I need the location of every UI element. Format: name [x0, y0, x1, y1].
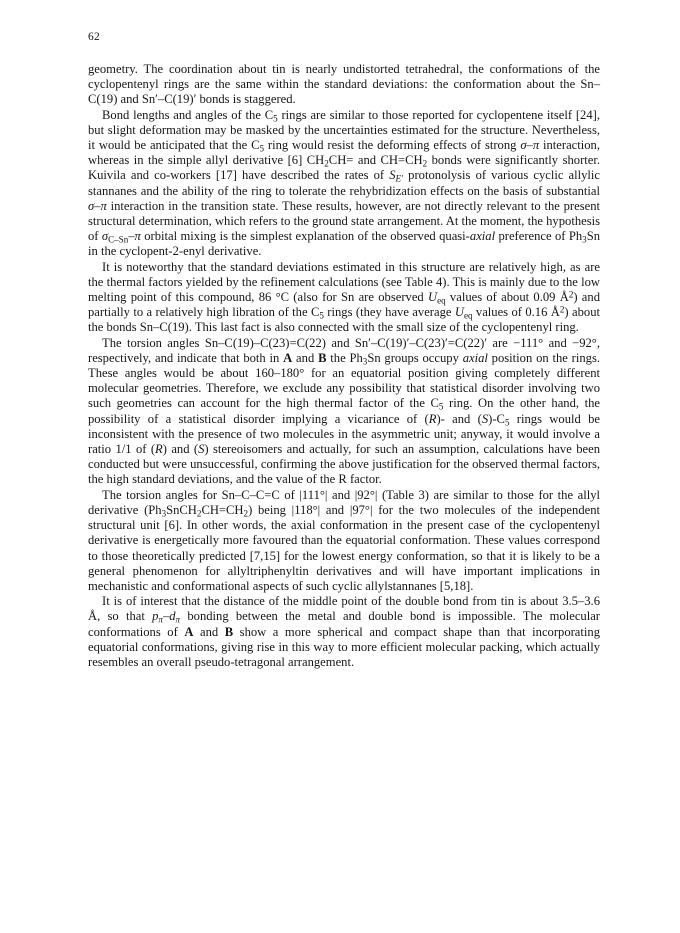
body-text	[88, 62, 600, 670]
page-number: 62	[88, 31, 100, 43]
paragraph-1: geometry. The coordination about tin is nearly undistorted tetrahedral, the conformations of the cyclopentenyl rings are the same within the standard deviations: the conformation about the Sn–C(19) and Sn′–C(19)′ bonds is staggered.	[88, 62, 600, 107]
paragraph-4: The torsion angles Sn–C(19)–C(23)=C(22) and Sn′–C(19)′–C(23)′=C(22)′ are −111° and −92°, respectively, and indicate that both in A and B the $Ph_3Sn$ groups occupy axial position on the rings. These angles would be about 160–180° for an equatorial position giving completely different molecular geometries. Therefore, we exclude any possibility that statistical disorder involving two such geometries can account for the high thermal factor of the $C_5$ ring. On the other hand, the possibility of a statistical disorder implying a vicariance of (R)- and $(S)-C_5$ rings would be inconsistent with the presence of two molecules in the asymmetric unit; anyway, it would involve a ratio 1/1 of (R) and (S) stereoisomers and actually, for such an assumption, calculations have been conducted but were unsuccessful, confirming the above justification for the observed thermal factors, the high standard deviations, and the value of the R factor.	[88, 335, 601, 487]
paragraph-2: Bond lengths and angles of the $C_5$ rings are similar to those reported for cyclopentene itself [24], but slight deformation may be masked by the uncertainties estimated for the structure. Nevertheless, it would be anticipated that the $C_5$ ring would resist the deforming effects of strong σ–π interaction, whereas in the simple allyl derivative [6] $CH_2CH=$ and $CH=CH_2$ bonds were significantly shorter. Kuivila and co-workers [17] have described the rates of $S_{E'}$ protonolysis of various cyclic allylic stannanes and the ability of the ring to tolerate the rehybridization effects on the basis of substantial σ–π interaction in the transition state. These results, however, are not directly relevant to the present structural determination, which refers to the ground state arrangement. At the moment, the hypothesis of $\sigma_{C-Sn}-\pi$ orbital mixing is the simplest explanation of the observed quasi-axial preference of $Ph_3Sn$ in the cyclopent-2-enyl derivative.	[88, 107, 601, 259]
paragraph-3: It is noteworthy that the standard deviations estimated in this structure are relatively high, as are the thermal factors yielded by the refinement calculations (see Table 4). This is mainly due to the low melting point of this compound, 86 °C (also for Sn are observed $U_{eq}$ values of about 0.09 $Å^2$) and partially to a relatively high libration of the $C_5$ rings (they have average $U_{eq}$ values of 0.16 $Å^2$) about the bonds Sn–C(19). This last fact is also connected with the small size of the cyclopentenyl ring.	[88, 259, 600, 335]
paragraph-6: It is of interest that the distance of the middle point of the double bond from tin is about 3.5–3.6 Å, so that $p_\pi-d_\pi$ bonding between the metal and double bond is impossible. The molecular conformations of A and B show a more spherical and compact shape than that incorporating equatorial conformations, giving rise in this way to more efficient molecular packing, which actually resembles an overall pseudo-tetragonal arrangement.	[88, 594, 600, 669]
paragraph-5: The torsion angles for Sn–C–C=C of |111°| and |92°| (Table 3) are similar to those for the allyl derivative $(Ph_3SnCH_2CH=CH_2)$ being |118°| and |97°| for the two molecules of the independent structural unit [6]. In other words, the axial conformation in the present case of the cyclopentenyl derivative is energetically more favoured than the equatorial conformation. These values correspond to those theoretically predicted [7,15] for the lowest energy conformation, so that it is likely to be a general phenomenon for allyltriphenyltin derivatives and will have important implications in mechanistic and conformational aspects of such cyclic allylstannanes [5,18].	[88, 487, 600, 593]
